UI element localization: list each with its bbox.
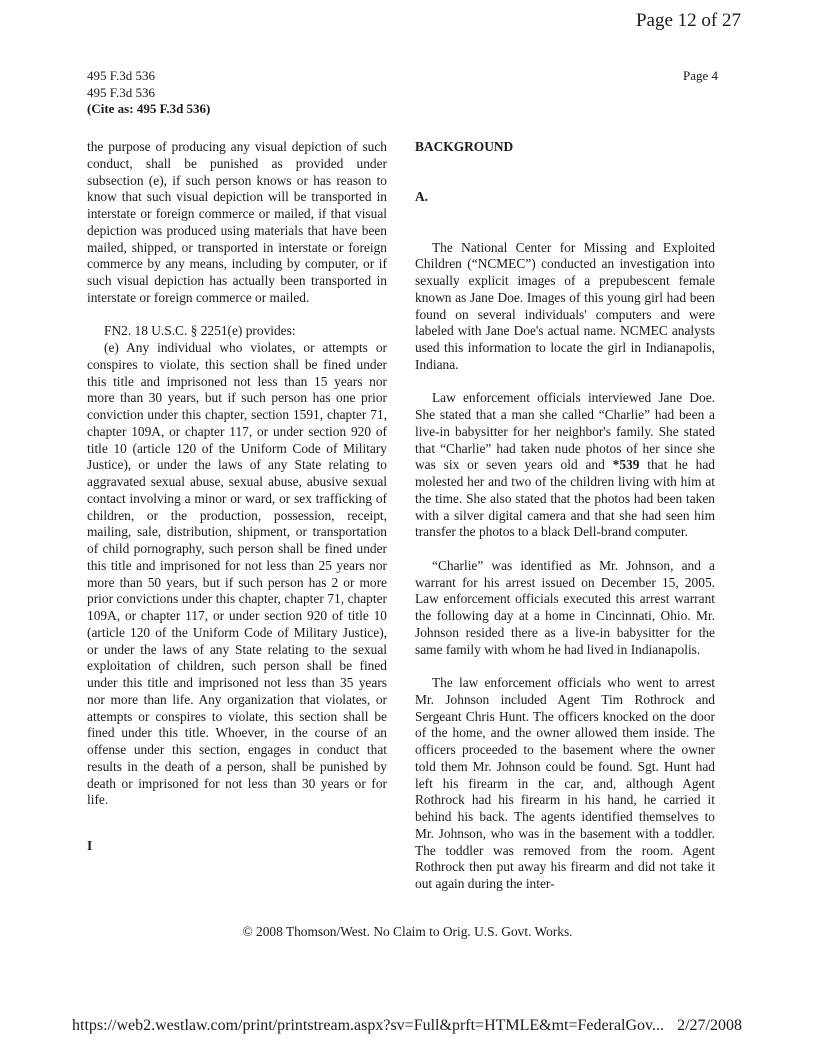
document-page-number: Page 4: [682, 68, 718, 83]
statute-paragraph: the purpose of producing any visual depiction of such conduct, shall be punished as provided under subsection (e), if such person knows or has reason to know that such visual depiction will be transported in interstate or foreign commerce or mailed, if that visual depiction was produced using materials that have been mailed, shipped, or transported in interstate or foreign commerce by any means, including by computer, or if such visual depiction has actually been transported in interstate or foreign commerce or mailed.: [87, 139, 387, 305]
citation-line-1: 495 F.3d 536: [87, 68, 155, 83]
left-column: [87, 139, 387, 855]
paragraph-2-text-before: Law enforcement officials interviewed Jane Doe. She stated that a man she called “Charlie” had been a live-in babysitter for her neighbor's family. She stated that “Charlie” had taken nude photos of her since she was six or seven years old and: [415, 390, 715, 473]
background-paragraph-3: “Charlie” was identified as Mr. Johnson, and a warrant for his arrest issued on December 15, 2005. Law enforcement officials executed this arrest warrant the following day at a home in Cincinnati, Ohio. Mr. Johnson resided there as a live-in babysitter for the same family with whom he had lived in Indianapolis.: [415, 557, 715, 657]
footer-date: 2/27/2008: [677, 1017, 742, 1034]
background-paragraph-4: The law enforcement officials who went to arrest Mr. Johnson included Agent Tim Rothrock and Sergeant Chris Hunt. The officers knocked on the door of the home, and the owner allowed them inside. The officers proceeded to the basement where the owner told them Mr. Johnson could be found. Sgt. Hunt had left his firearm in the car, and, although Agent Rothrock had his firearm in his hand, he carried it behind his back. The agents identified themselves to Mr. Johnson, who was in the basement with a toddler. The toddler was removed from the room. Agent Rothrock then put away his firearm and did not take it out again during the inter-: [415, 675, 715, 891]
paragraph-2-text-after: that he had molested her and two of the children living with him at the time. She also stated that the photos had been taken with a silver digital camera and that she had seen him transfer the photos to a black Dell-brand computer.: [415, 457, 715, 540]
citation-cite-as: (Cite as: 495 F.3d 536): [87, 101, 211, 116]
section-heading-i: I: [87, 837, 93, 853]
copyright-notice: © 2008 Thomson/West. No Claim to Orig. U.S. Govt. Works.: [242, 924, 573, 939]
footnote-2-body: (e) Any individual who violates, or attempts or conspires to violate, this section shall be fined under this title and imprisoned not less than 15 years nor more than 30 years, but if such person has one prior conviction under this chapter, section 1591, chapter 71, chapter 109A, or chapter 117, or under section 920 of title 10 (article 120 of the Uniform Code of Military Justice), or under the laws of any State relating to aggravated sexual abuse, sexual abuse, abusive sexual contact involving a minor or ward, or sex trafficking of children, or the production, possession, receipt, mailing, sale, distribution, shipment, or transportation of child pornography, such person shall be fined under this title and imprisoned for not less than 25 years nor more than 50 years, but if such person has 2 or more prior convictions under this chapter, chapter 71, chapter 109A, or chapter 117, or under section 920 of title 10 (article 120 of the Uniform Code of Military Justice), or under the laws of any State relating to the sexual exploitation of children, such person shall be fined under this title and imprisoned not less than 35 years nor more than life. Any organization that violates, or attempts or conspires to violate, this section shall be fined under this title. Whoever, in the course of an offense under this section, engages in conduct that results in the death of a person, shall be punished by death or imprisoned for not less than 30 years or for life.: [87, 340, 387, 808]
browser-page-count: Page 12 of 27: [635, 10, 741, 31]
footnote-2-title: FN2. 18 U.S.C. § 2251(e) provides:: [104, 323, 296, 339]
citation-block: [87, 68, 210, 118]
citation-line-2: 495 F.3d 536: [87, 84, 155, 100]
background-heading: BACKGROUND: [415, 139, 514, 154]
footer-url: https://web2.westlaw.com/print/printstream.aspx?sv=Full&prft=HTMLE&mt=FederalGov...: [72, 1017, 665, 1034]
right-column: [415, 139, 715, 893]
star-page-marker: *539: [612, 457, 640, 473]
background-paragraph-1: The National Center for Missing and Exploited Children (“NCMEC”) conducted an investigation into sexually explicit images of a prepubescent female known as Jane Doe. Images of this young girl had been found on several individuals' computers and were labeled with Jane Doe's actual name. NCMEC analysts used this information to locate the girl in Indianapolis, Indiana.: [415, 239, 715, 372]
subsection-heading-a: A.: [415, 189, 429, 205]
background-paragraph-2: [415, 390, 715, 541]
